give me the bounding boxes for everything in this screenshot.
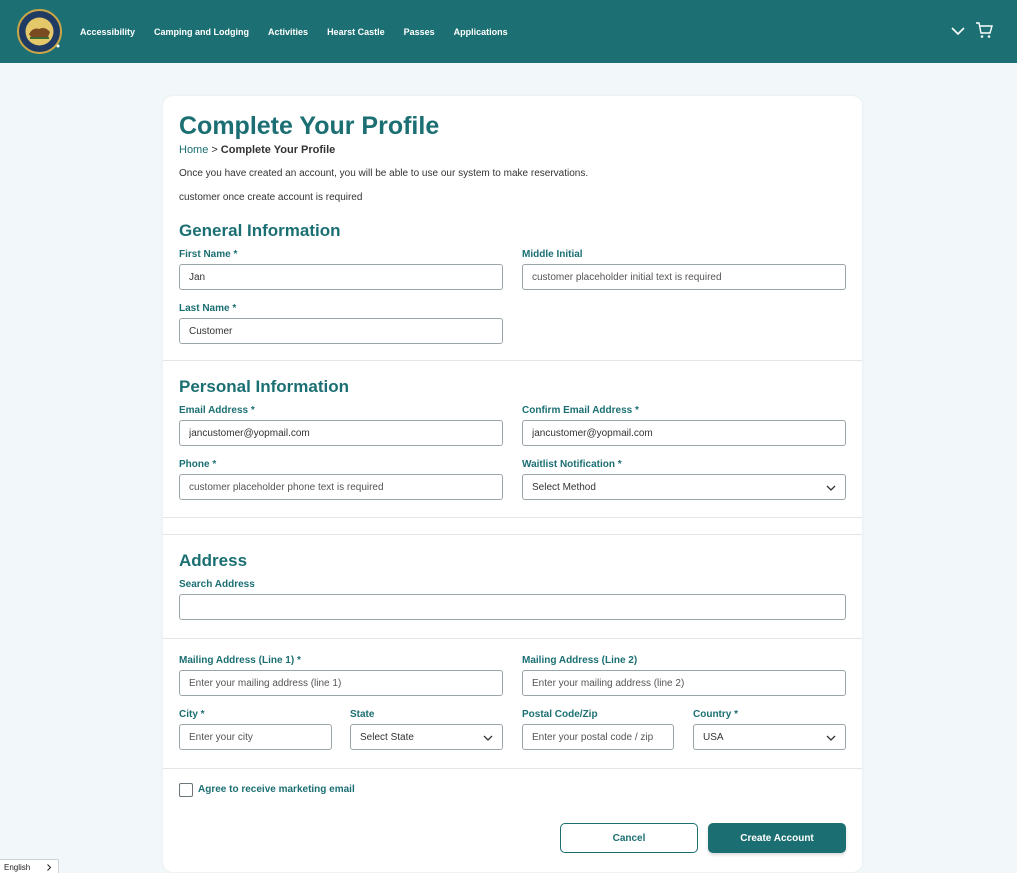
confirm-email-label: Confirm Email Address * <box>522 405 639 416</box>
last-name-input[interactable] <box>179 318 503 344</box>
country-label: Country * <box>693 709 738 720</box>
california-state-parks-logo[interactable] <box>17 9 62 54</box>
intro-text: Once you have created an account, you will be able to use our system to make reservations. <box>179 168 589 179</box>
state-label: State <box>350 709 375 720</box>
main-nav <box>80 0 527 63</box>
nav-hearst-castle[interactable]: Hearst Castle <box>327 26 385 37</box>
section-divider <box>163 360 862 361</box>
waitlist-select[interactable] <box>522 474 846 500</box>
middle-initial-input[interactable] <box>522 264 846 290</box>
personal-info-title: Personal Information <box>179 377 350 396</box>
section-divider <box>163 517 862 518</box>
phone-label: Phone * <box>179 459 217 470</box>
section-divider <box>163 534 862 535</box>
mailing-line1-input[interactable] <box>179 670 503 696</box>
search-address-input[interactable] <box>179 594 846 620</box>
chevron-down-icon <box>826 484 836 492</box>
section-divider <box>163 638 862 639</box>
waitlist-label: Waitlist Notification * <box>522 459 622 470</box>
state-selected: Select State <box>360 731 414 743</box>
search-address-label: Search Address <box>179 579 255 590</box>
email-label: Email Address * <box>179 405 255 416</box>
required-note: customer once create account is required <box>179 192 363 203</box>
top-header <box>0 0 1017 63</box>
marketing-label[interactable]: Agree to receive marketing email <box>198 784 355 795</box>
waitlist-selected: Select Method <box>532 481 596 493</box>
postal-input[interactable] <box>522 724 674 750</box>
mailing-line1-label: Mailing Address (Line 1) * <box>179 655 301 666</box>
chevron-down-icon[interactable] <box>950 24 966 38</box>
chevron-down-icon <box>826 734 836 742</box>
chevron-down-icon <box>483 734 493 742</box>
last-name-label: Last Name * <box>179 303 237 314</box>
nav-passes[interactable]: Passes <box>403 26 435 37</box>
address-title: Address <box>179 551 248 570</box>
country-select[interactable] <box>693 724 846 750</box>
postal-label: Postal Code/Zip <box>522 709 598 720</box>
nav-camping-and-lodging[interactable]: Camping and Lodging <box>154 26 250 37</box>
page-title: Complete Your Profile <box>179 112 440 140</box>
general-info-title: General Information <box>179 221 341 240</box>
breadcrumb-home[interactable]: Home <box>179 144 209 156</box>
city-label: City * <box>179 709 205 720</box>
middle-initial-label: Middle Initial <box>522 249 583 260</box>
mailing-line2-label: Mailing Address (Line 2) <box>522 655 638 666</box>
breadcrumb <box>179 144 335 156</box>
nav-activities[interactable]: Activities <box>268 26 309 37</box>
section-divider <box>163 768 862 769</box>
breadcrumb-current: Complete Your Profile <box>220 144 336 156</box>
nav-accessibility[interactable]: Accessibility <box>80 26 136 37</box>
create-account-button[interactable]: Create Account <box>708 823 846 853</box>
breadcrumb-separator: > <box>211 144 218 156</box>
cancel-button[interactable]: Cancel <box>560 823 698 853</box>
language-selector[interactable] <box>0 859 59 873</box>
phone-input[interactable] <box>179 474 503 500</box>
nav-applications[interactable]: Applications <box>453 26 508 37</box>
cart-icon[interactable] <box>975 21 993 39</box>
marketing-checkbox[interactable] <box>179 783 193 797</box>
profile-card <box>163 96 862 872</box>
mailing-line2-input[interactable] <box>522 670 846 696</box>
email-input[interactable] <box>179 420 503 446</box>
first-name-input[interactable] <box>179 264 503 290</box>
language-current: English <box>4 863 31 872</box>
first-name-label: First Name * <box>179 249 238 260</box>
country-selected: USA <box>703 731 724 743</box>
state-select[interactable] <box>350 724 503 750</box>
confirm-email-input[interactable] <box>522 420 846 446</box>
city-input[interactable] <box>179 724 332 750</box>
chevron-right-icon <box>46 864 52 871</box>
